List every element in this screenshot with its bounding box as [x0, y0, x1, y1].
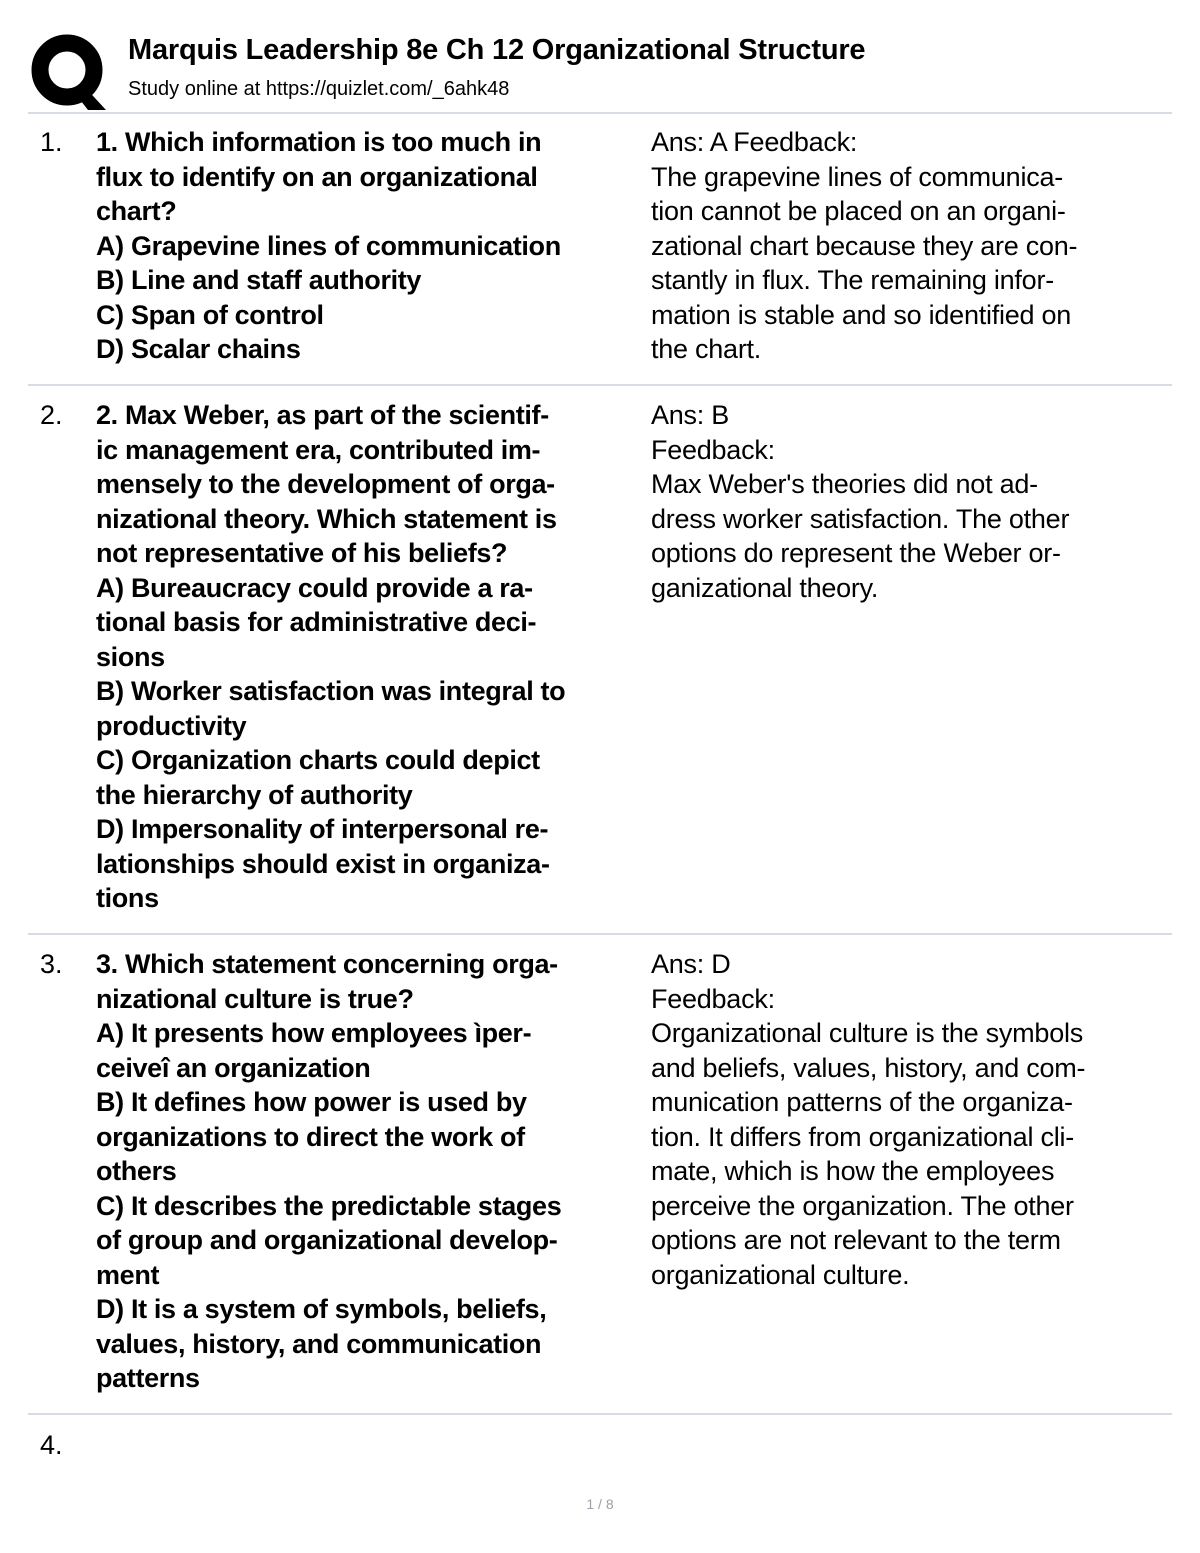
feedback-line: The grapevine lines of communica- — [651, 161, 1063, 192]
answer-feedback — [651, 947, 1166, 1292]
document-title: Marquis Leadership 8e Ch 12 Organizational Structure — [128, 34, 866, 66]
option-d: D) Scalar chains — [96, 334, 301, 364]
option-b: B) Line and staff authority — [96, 265, 422, 295]
option-a: A) Grapevine lines of communication — [96, 230, 561, 261]
question-number: 3. — [40, 949, 63, 979]
option-c: ment — [96, 1259, 160, 1290]
feedback-label: Feedback: — [651, 983, 775, 1014]
feedback-line: tion. It differs from organizational cli- — [651, 1121, 1074, 1152]
answer-feedback — [651, 398, 1166, 605]
feedback-label: Feedback: — [651, 434, 775, 465]
question-line: nizational theory. Which statement is — [96, 503, 557, 534]
feedback-line: dress worker satisfaction. The other — [651, 503, 1070, 534]
question-line: 2. Max Weber, as part of the scientif- — [96, 400, 549, 430]
feedback-line: perceive the organization. The other — [651, 1190, 1074, 1221]
question-text — [96, 398, 644, 916]
feedback-line: stantly in flux. The remaining infor- — [651, 265, 1054, 295]
option-c: the hierarchy of authority — [96, 779, 413, 810]
feedback-line: zational chart because they are con- — [651, 230, 1078, 261]
answer-line: Ans: D — [651, 949, 731, 979]
divider — [28, 933, 1172, 935]
question-number: 2. — [40, 400, 63, 430]
question-number: 1. — [40, 127, 63, 157]
question-line: 3. Which statement concerning orga- — [96, 949, 558, 979]
option-c: C) It describes the predictable stages — [96, 1190, 562, 1221]
question-line: flux to identify on an organizational — [96, 161, 538, 192]
feedback-line: options do represent the Weber or- — [651, 538, 1061, 568]
document-header — [28, 26, 1178, 108]
study-online-link-text: Study online at https://quizlet.com/_6ahk48 — [128, 78, 510, 100]
question-line: not representative of his beliefs? — [96, 538, 508, 568]
option-c: C) Span of control — [96, 299, 324, 330]
divider — [28, 112, 1172, 114]
option-d: lationships should exist in organiza- — [96, 848, 550, 879]
answer-feedback — [651, 125, 1166, 367]
option-a: A) Bureaucracy could provide a ra- — [96, 572, 533, 603]
answer-line: Ans: A Feedback: — [651, 127, 858, 157]
question-item — [28, 947, 1172, 1402]
option-b: organizations to direct the work of — [96, 1121, 525, 1152]
answer-line: Ans: B — [651, 400, 730, 430]
option-a: tional basis for administrative deci- — [96, 607, 537, 637]
feedback-line: Organizational culture is the symbols — [651, 1018, 1083, 1048]
question-line: 1. Which information is too much in — [96, 127, 542, 157]
feedback-line: munication patterns of the organiza- — [651, 1087, 1073, 1117]
divider — [28, 384, 1172, 386]
option-d: D) It is a system of symbols, beliefs, — [96, 1294, 547, 1324]
option-a: A) It presents how employees ìper- — [96, 1018, 532, 1048]
feedback-line: options are not relevant to the term — [651, 1225, 1061, 1255]
feedback-line: mate, which is how the employees — [651, 1156, 1055, 1186]
option-b: B) Worker satisfaction was integral to — [96, 676, 566, 706]
option-d: patterns — [96, 1363, 200, 1393]
option-c: of group and organizational develop- — [96, 1225, 558, 1255]
feedback-line: ganizational theory. — [651, 572, 879, 603]
feedback-line: and beliefs, values, history, and com- — [651, 1052, 1086, 1083]
feedback-line: mation is stable and so identified on — [651, 299, 1072, 330]
feedback-line: tion cannot be placed on an organi- — [651, 196, 1066, 226]
divider — [28, 1413, 1172, 1415]
page-indicator: 1 / 8 — [586, 1496, 614, 1512]
feedback-line: organizational culture. — [651, 1259, 910, 1290]
feedback-line: the chart. — [651, 334, 762, 364]
question-line: chart? — [96, 196, 177, 226]
question-text — [96, 947, 644, 1396]
question-number: 4. — [40, 1430, 63, 1460]
option-d: tions — [96, 883, 159, 913]
option-b: B) It defines how power is used by — [96, 1087, 527, 1117]
question-item — [28, 125, 1172, 375]
option-b: others — [96, 1156, 177, 1186]
option-a: ceiveî an organization — [96, 1052, 371, 1083]
question-line: mensely to the development of orga- — [96, 469, 555, 499]
question-item — [28, 1428, 1172, 1468]
quizlet-q-logo-icon — [30, 32, 110, 112]
option-d: D) Impersonality of interpersonal re- — [96, 814, 549, 844]
question-item — [28, 398, 1172, 923]
option-a: sions — [96, 641, 165, 672]
option-c: C) Organization charts could depict — [96, 745, 540, 775]
feedback-line: Max Weber's theories did not ad- — [651, 469, 1038, 499]
question-line: ic management era, contributed im- — [96, 434, 541, 465]
question-text — [96, 125, 644, 367]
option-b: productivity — [96, 710, 247, 741]
question-line: nizational culture is true? — [96, 983, 414, 1014]
option-d: values, history, and communication — [96, 1328, 542, 1359]
